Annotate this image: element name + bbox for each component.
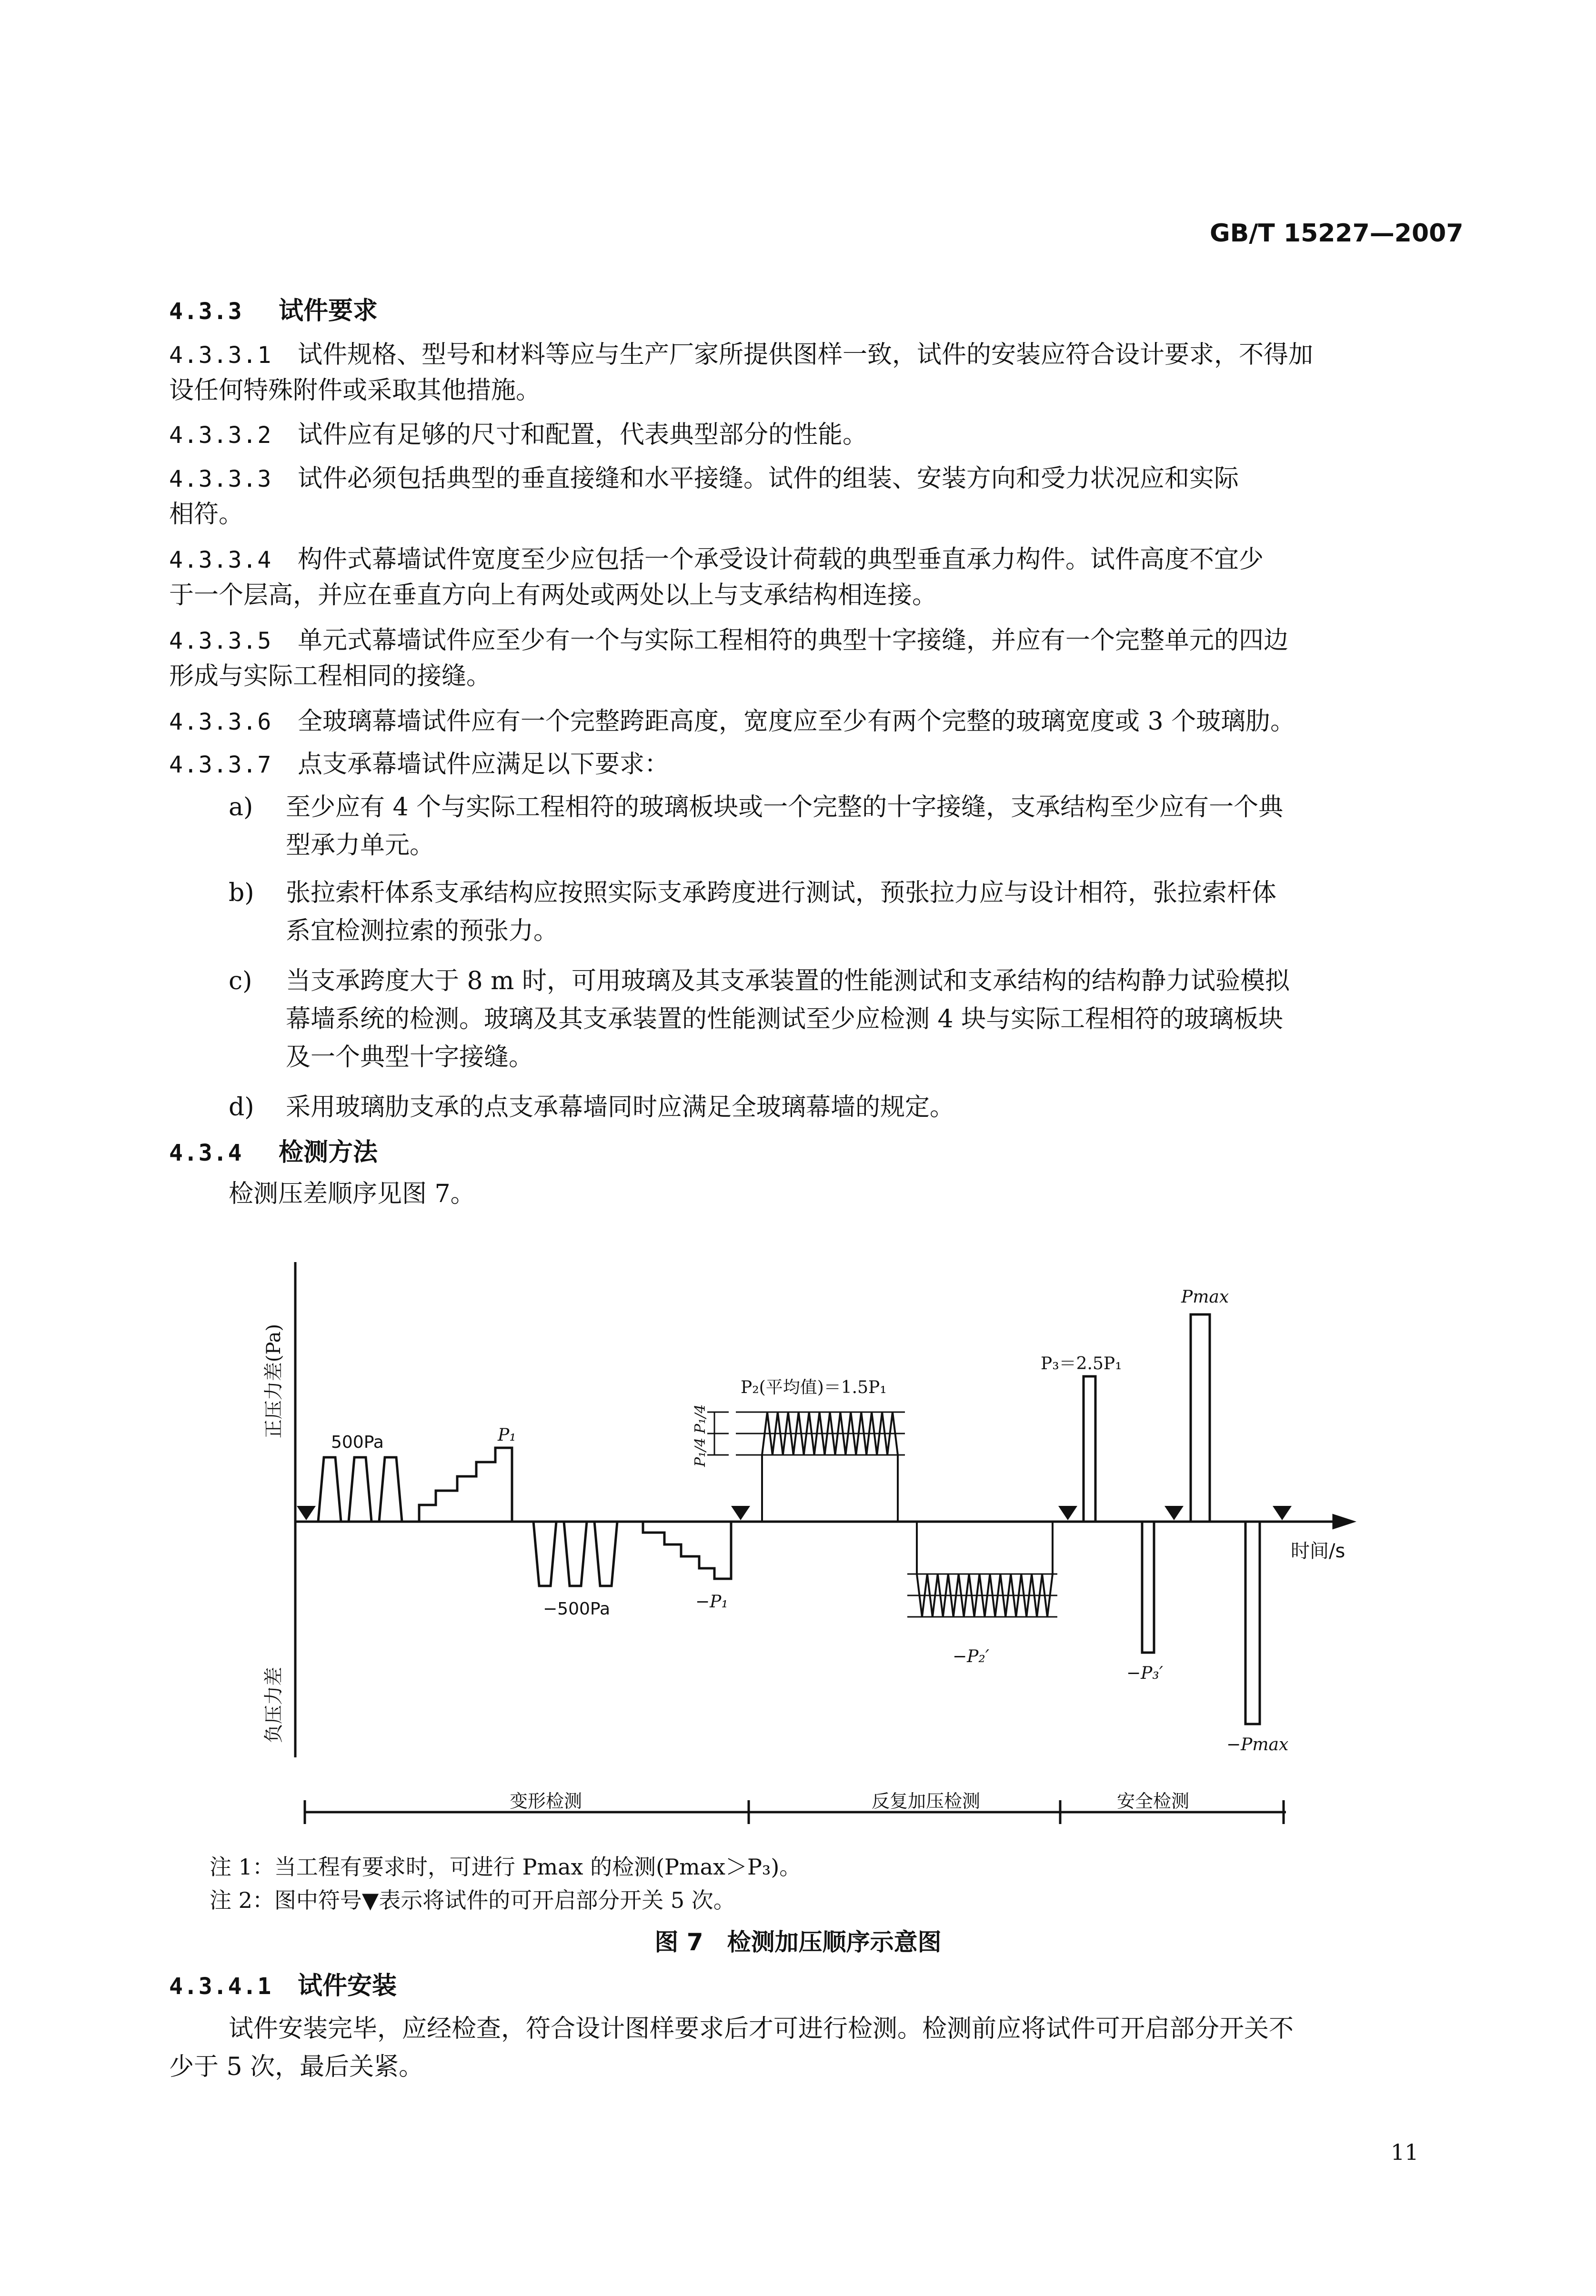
- clause-number: 4.3.3.4: [169, 547, 272, 573]
- label-minus-p3-prime: −P₃′: [1126, 1664, 1163, 1683]
- list-item-c-cont1: 幕墙系统的检测。玻璃及其支承装置的性能测试至少应检测 4 块与实际工程相符的玻璃板块: [286, 1005, 1284, 1033]
- label-minus-500pa: −500Pa: [543, 1599, 611, 1619]
- section-title: 检测方法: [279, 1138, 378, 1167]
- label-p2-mean: P₂(平均值)＝1.5P₁: [741, 1378, 887, 1397]
- label-p1-quarter-upper: P₁/4: [692, 1404, 709, 1434]
- clause-4335-cont: 形成与实际工程相同的接缝。: [169, 662, 492, 691]
- clause-4334-cont: 于一个层高，并应在垂直方向上有两处或两处以上与支承结构相连接。: [169, 581, 937, 610]
- x-axis-arrow: [1334, 1515, 1353, 1528]
- clause-number: 4.3.3.7: [169, 752, 272, 778]
- list-marker: c): [229, 967, 252, 995]
- label-pmax: Pmax: [1181, 1287, 1229, 1307]
- list-text: 张拉索杆体系支承结构应按照实际支承跨度进行测试，预张拉力应与设计相符，张拉索杆体: [286, 879, 1277, 907]
- section-title: 试件要求: [279, 297, 378, 325]
- list-marker: a): [229, 793, 253, 822]
- section-number: 4.3.4.1: [169, 1973, 272, 2000]
- clause-text: 试件必须包括典型的垂直接缝和水平接缝。试件的组装、安装方向和受力状况应和实际: [298, 464, 1239, 493]
- label-p1-quarter-lower: P₁/4: [692, 1437, 709, 1467]
- open-close-marker-triangle: [297, 1506, 316, 1520]
- clause-4331: [169, 338, 1313, 372]
- clause-text: 单元式幕墙试件应至少有一个与实际工程相符的典型十字接缝，并应有一个完整单元的四边: [298, 626, 1289, 655]
- page-number: 11: [1391, 2139, 1419, 2165]
- repeated-negative-loading: [917, 1522, 1053, 1617]
- minus-p3-pulse: [1142, 1522, 1154, 1653]
- clause-4337: [169, 748, 669, 782]
- open-close-marker-triangle: [1273, 1506, 1292, 1520]
- list-item-c-cont2: 及一个典型十字接缝。: [286, 1043, 534, 1072]
- clause-text: 全玻璃幕墙试件应有一个完整跨距高度，宽度应至少有两个完整的玻璃宽度或 3 个玻璃肋。: [298, 707, 1295, 736]
- section-intro: 检测压差顺序见图 7。: [229, 1180, 475, 1208]
- open-close-marker-triangle: [731, 1506, 750, 1520]
- clause-4335: [169, 624, 1288, 658]
- clause-number: 4.3.3.2: [169, 422, 272, 449]
- list-text: 采用玻璃肋支承的点支承幕墙同时应满足全玻璃幕墙的规定。: [286, 1093, 955, 1122]
- x-axis-label: 时间/s: [1291, 1540, 1345, 1562]
- list-item-d: [229, 1091, 954, 1124]
- section-title: 试件安装: [298, 1972, 397, 2000]
- p3-pulse: [1084, 1376, 1095, 1522]
- positive-500pa-pulses: [318, 1457, 402, 1522]
- clause-4334: [169, 543, 1264, 577]
- section-4341-text: 试件安装完毕，应经检查，符合设计图样要求后才可进行检测。检测前应将试件可开启部分开关不: [229, 2015, 1294, 2043]
- clause-number: 4.3.3.6: [169, 709, 272, 735]
- clause-4333-cont: 相符。: [169, 500, 244, 529]
- positive-step-loading: [419, 1448, 512, 1522]
- pressure-sequence-figure: [0, 1248, 1596, 1848]
- list-item-a: [229, 791, 1283, 824]
- section-heading-4341: [169, 1969, 397, 2003]
- list-marker: b): [229, 879, 254, 907]
- clause-number: 4.3.3.1: [169, 342, 272, 369]
- pmax-pulse: [1191, 1314, 1210, 1522]
- list-item-c: [229, 964, 1290, 998]
- clause-text: 试件规格、型号和材料等应与生产厂家所提供图样一致，试件的安装应符合设计要求，不得加: [298, 341, 1314, 369]
- section-4341-text-cont: 少于 5 次，最后关紧。: [169, 2053, 424, 2081]
- label-minus-p2-prime: −P₂′: [953, 1647, 989, 1666]
- list-item-a-cont: 型承力单元。: [286, 831, 435, 860]
- figure-note-1: 注 1：当工程有要求时，可进行 Pmax 的检测(Pmax＞P₃)。: [210, 1854, 802, 1880]
- clause-text: 构件式幕墙试件宽度至少应包括一个承受设计荷载的典型垂直承力构件。试件高度不宜少: [298, 545, 1264, 574]
- clause-4332: [169, 418, 867, 452]
- negative-step-loading: [643, 1522, 731, 1579]
- list-text: 至少应有 4 个与实际工程相符的玻璃板块或一个完整的十字接缝，支承结构至少应有一个典: [286, 793, 1284, 822]
- label-500pa: 500Pa: [331, 1433, 384, 1452]
- clause-4331-cont: 设任何特殊附件或采取其他措施。: [169, 376, 541, 405]
- minus-pmax-pulse: [1245, 1522, 1260, 1724]
- section-heading-434: [169, 1136, 378, 1170]
- label-p1: P₁: [498, 1425, 516, 1445]
- figure-note-2: 注 2：图中符号▼表示将试件的可开启部分开关 5 次。: [210, 1887, 735, 1913]
- phase-repeated: 反复加压检测: [872, 1791, 981, 1812]
- label-minus-p1: −P₁: [695, 1592, 728, 1612]
- clause-4333: [169, 462, 1239, 496]
- phase-safety: 安全检测: [1117, 1791, 1190, 1812]
- clause-text: 试件应有足够的尺寸和配置，代表典型部分的性能。: [298, 421, 868, 449]
- repeated-positive-loading: [762, 1412, 898, 1522]
- standard-code: GB/T 15227—2007: [1210, 219, 1464, 248]
- list-item-b-cont: 系宜检测拉索的预张力。: [286, 917, 559, 945]
- list-marker: d): [229, 1093, 254, 1122]
- section-number: 4.3.3: [169, 298, 243, 325]
- label-p3: P₃＝2.5P₁: [1041, 1354, 1122, 1374]
- phase-deformation: 变形检测: [510, 1791, 582, 1812]
- clause-text: 点支承幕墙试件应满足以下要求：: [298, 750, 670, 779]
- list-item-b: [229, 876, 1276, 910]
- list-text: 当支承跨度大于 8 m 时，可用玻璃及其支承装置的性能测试和支承结构的结构静力试验模拟: [286, 967, 1290, 995]
- label-minus-pmax: −Pmax: [1226, 1735, 1289, 1755]
- section-heading-433: [169, 294, 378, 328]
- clause-4336: [169, 705, 1295, 739]
- open-close-marker-triangle: [1164, 1506, 1184, 1520]
- open-close-marker-triangle: [1058, 1506, 1077, 1520]
- y-axis-positive-label: 正压力差(Pa): [263, 1323, 285, 1439]
- section-number: 4.3.4: [169, 1140, 243, 1166]
- negative-500pa-pulses: [533, 1522, 617, 1586]
- figure-title: 图 7 检测加压顺序示意图: [654, 1928, 942, 1956]
- clause-number: 4.3.3.3: [169, 466, 272, 492]
- clause-number: 4.3.3.5: [169, 628, 272, 654]
- y-axis-negative-label: 负压力差: [263, 1667, 285, 1743]
